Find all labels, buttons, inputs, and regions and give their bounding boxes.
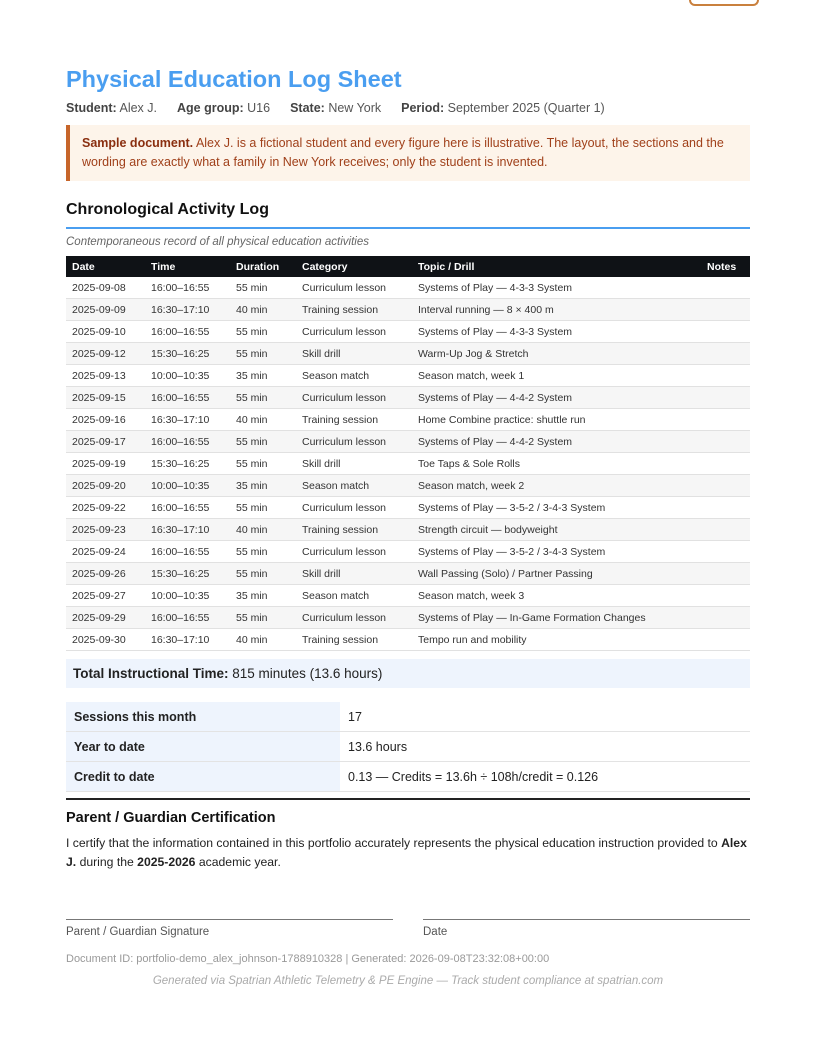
notice-bold: Sample document. xyxy=(82,136,194,150)
cell-category: Curriculum lesson xyxy=(296,607,412,629)
cell-topic: Wall Passing (Solo) / Partner Passing xyxy=(412,563,701,585)
certification-text xyxy=(66,834,756,872)
document-id: Document ID: portfolio-demo_alex_johnson-1788910328 | Generated: 2026-09-08T23:32:08+00:00 xyxy=(66,953,550,965)
cell-notes xyxy=(701,387,750,409)
cell-duration: 55 min xyxy=(230,607,296,629)
table-row xyxy=(66,321,750,343)
table-row xyxy=(66,387,750,409)
cell-topic: Home Combine practice: shuttle run xyxy=(412,409,701,431)
summary-row xyxy=(66,762,750,792)
cert-text-after: academic year. xyxy=(198,855,281,869)
cell-notes xyxy=(701,519,750,541)
table-row xyxy=(66,497,750,519)
meta-state xyxy=(290,101,381,115)
cert-academic-year: 2025-2026 xyxy=(137,855,196,869)
meta-period-label: Period: xyxy=(401,101,445,115)
cell-duration: 55 min xyxy=(230,497,296,519)
cell-category: Training session xyxy=(296,409,412,431)
cell-duration: 40 min xyxy=(230,629,296,651)
table-row xyxy=(66,365,750,387)
cell-category: Skill drill xyxy=(296,343,412,365)
cell-time: 16:30–17:10 xyxy=(145,519,230,541)
cell-notes xyxy=(701,475,750,497)
table-row xyxy=(66,299,750,321)
signature-line xyxy=(66,919,393,920)
meta-period xyxy=(401,101,605,115)
cell-date: 2025-09-15 xyxy=(66,387,145,409)
column-header-date: Date xyxy=(66,256,145,277)
cell-notes xyxy=(701,343,750,365)
cell-notes xyxy=(701,431,750,453)
meta-student xyxy=(66,101,157,115)
cell-duration: 40 min xyxy=(230,519,296,541)
cell-time: 16:00–16:55 xyxy=(145,497,230,519)
cell-date: 2025-09-09 xyxy=(66,299,145,321)
cell-time: 16:00–16:55 xyxy=(145,541,230,563)
meta-period-value: September 2025 (Quarter 1) xyxy=(447,101,605,115)
column-header-time: Time xyxy=(145,256,230,277)
cell-time: 16:30–17:10 xyxy=(145,409,230,431)
cell-date: 2025-09-29 xyxy=(66,607,145,629)
cell-date: 2025-09-17 xyxy=(66,431,145,453)
cell-time: 15:30–16:25 xyxy=(145,563,230,585)
corner-tab xyxy=(689,0,759,6)
cell-topic: Systems of Play — 4-4-2 System xyxy=(412,387,701,409)
cell-topic: Systems of Play — 4-3-3 System xyxy=(412,277,701,299)
cell-topic: Tempo run and mobility xyxy=(412,629,701,651)
cell-duration: 55 min xyxy=(230,431,296,453)
cell-date: 2025-09-24 xyxy=(66,541,145,563)
table-row xyxy=(66,585,750,607)
cell-notes xyxy=(701,541,750,563)
log-heading: Chronological Activity Log xyxy=(66,201,269,218)
cell-date: 2025-09-20 xyxy=(66,475,145,497)
meta-student-value: Alex J. xyxy=(119,101,157,115)
cell-category: Curriculum lesson xyxy=(296,321,412,343)
cell-time: 16:30–17:10 xyxy=(145,629,230,651)
cell-date: 2025-09-19 xyxy=(66,453,145,475)
cell-time: 15:30–16:25 xyxy=(145,453,230,475)
cell-date: 2025-09-22 xyxy=(66,497,145,519)
cell-category: Curriculum lesson xyxy=(296,497,412,519)
column-header-topic: Topic / Drill xyxy=(412,256,701,277)
cert-student-name: Alex J. xyxy=(66,836,747,869)
cell-duration: 35 min xyxy=(230,585,296,607)
cell-time: 16:30–17:10 xyxy=(145,299,230,321)
cell-category: Training session xyxy=(296,519,412,541)
cell-category: Season match xyxy=(296,475,412,497)
date-label: Date xyxy=(423,926,448,938)
cell-topic: Systems of Play — 4-4-2 System xyxy=(412,431,701,453)
activity-log-body xyxy=(66,277,750,651)
meta-age-group xyxy=(177,101,270,115)
log-caption: Contemporaneous record of all physical education activities xyxy=(66,236,369,248)
total-label: Total Instructional Time: xyxy=(73,666,229,681)
meta-state-label: State: xyxy=(290,101,325,115)
cell-notes xyxy=(701,629,750,651)
cell-topic: Season match, week 2 xyxy=(412,475,701,497)
cell-date: 2025-09-30 xyxy=(66,629,145,651)
cell-topic: Season match, week 1 xyxy=(412,365,701,387)
cell-duration: 40 min xyxy=(230,409,296,431)
student-meta xyxy=(66,101,605,115)
cell-category: Curriculum lesson xyxy=(296,277,412,299)
cell-time: 16:00–16:55 xyxy=(145,277,230,299)
cell-notes xyxy=(701,453,750,475)
cell-duration: 55 min xyxy=(230,321,296,343)
column-header-category: Category xyxy=(296,256,412,277)
meta-state-value: New York xyxy=(328,101,382,115)
table-header-row xyxy=(66,256,750,277)
cell-date: 2025-09-26 xyxy=(66,563,145,585)
summary-value: 0.13 — Credits = 13.6h ÷ 108h/credit = 0.126 xyxy=(340,762,750,792)
cell-duration: 35 min xyxy=(230,365,296,387)
cell-date: 2025-09-08 xyxy=(66,277,145,299)
activity-log-table xyxy=(66,256,750,651)
meta-age-group-label: Age group: xyxy=(177,101,244,115)
cell-notes xyxy=(701,497,750,519)
cell-duration: 55 min xyxy=(230,343,296,365)
cell-notes xyxy=(701,563,750,585)
cell-duration: 35 min xyxy=(230,475,296,497)
table-row xyxy=(66,475,750,497)
table-row xyxy=(66,343,750,365)
cell-duration: 55 min xyxy=(230,387,296,409)
cell-time: 16:00–16:55 xyxy=(145,431,230,453)
cell-category: Training session xyxy=(296,299,412,321)
cell-duration: 55 min xyxy=(230,563,296,585)
cell-topic: Warm-Up Jog & Stretch xyxy=(412,343,701,365)
summary-label: Sessions this month xyxy=(66,702,340,732)
generator-footer: Generated via Spatrian Athletic Telemetry & PE Engine — Track student compliance at spatrian.com xyxy=(152,975,664,987)
table-row xyxy=(66,277,750,299)
cell-notes xyxy=(701,585,750,607)
cell-time: 16:00–16:55 xyxy=(145,387,230,409)
cell-topic: Systems of Play — 3-5-2 / 3-4-3 System xyxy=(412,541,701,563)
signature-label: Parent / Guardian Signature xyxy=(66,926,210,938)
cell-topic: Interval running — 8 × 400 m xyxy=(412,299,701,321)
cell-date: 2025-09-16 xyxy=(66,409,145,431)
column-header-notes: Notes xyxy=(701,256,750,277)
total-instructional-time xyxy=(66,659,750,688)
cell-category: Curriculum lesson xyxy=(296,431,412,453)
cell-date: 2025-09-12 xyxy=(66,343,145,365)
summary-label: Credit to date xyxy=(66,762,340,792)
summary-row xyxy=(66,732,750,762)
table-row xyxy=(66,431,750,453)
cell-time: 15:30–16:25 xyxy=(145,343,230,365)
sample-notice xyxy=(66,125,750,181)
cell-category: Skill drill xyxy=(296,563,412,585)
table-row xyxy=(66,453,750,475)
meta-age-group-value: U16 xyxy=(247,101,271,115)
summary-value: 13.6 hours xyxy=(340,732,750,762)
page-title: Physical Education Log Sheet xyxy=(66,66,402,92)
cell-topic: Systems of Play — 3-5-2 / 3-4-3 System xyxy=(412,497,701,519)
cell-duration: 40 min xyxy=(230,299,296,321)
cell-notes xyxy=(701,299,750,321)
table-row xyxy=(66,629,750,651)
cert-text-before: I certify that the information contained in this portfolio accurately represents the physical education instruction provided to xyxy=(66,836,718,850)
total-value: 815 minutes (13.6 hours) xyxy=(232,666,383,681)
cell-date: 2025-09-27 xyxy=(66,585,145,607)
cell-notes xyxy=(701,365,750,387)
summary-row xyxy=(66,702,750,732)
cell-time: 10:00–10:35 xyxy=(145,585,230,607)
cell-category: Skill drill xyxy=(296,453,412,475)
cell-topic: Strength circuit — bodyweight xyxy=(412,519,701,541)
table-row xyxy=(66,563,750,585)
certification-heading: Parent / Guardian Certification xyxy=(66,810,276,826)
cell-category: Season match xyxy=(296,365,412,387)
section-divider xyxy=(66,227,750,229)
date-line xyxy=(423,919,750,920)
cell-topic: Systems of Play — 4-3-3 System xyxy=(412,321,701,343)
summary-label: Year to date xyxy=(66,732,340,762)
cell-category: Season match xyxy=(296,585,412,607)
cell-duration: 55 min xyxy=(230,541,296,563)
summary-table xyxy=(66,702,750,792)
cell-topic: Toe Taps & Sole Rolls xyxy=(412,453,701,475)
table-row xyxy=(66,409,750,431)
cell-time: 16:00–16:55 xyxy=(145,607,230,629)
cell-time: 10:00–10:35 xyxy=(145,365,230,387)
cell-duration: 55 min xyxy=(230,277,296,299)
cell-category: Curriculum lesson xyxy=(296,541,412,563)
cell-topic: Systems of Play — In-Game Formation Changes xyxy=(412,607,701,629)
notice-text: Alex J. is a fictional student and every figure here is illustrative. The layout, the sections and the wording are exactly what a family in New York receives; only the student is invented. xyxy=(82,136,724,169)
cell-date: 2025-09-13 xyxy=(66,365,145,387)
cell-notes xyxy=(701,321,750,343)
cell-date: 2025-09-23 xyxy=(66,519,145,541)
cell-notes xyxy=(701,409,750,431)
cell-date: 2025-09-10 xyxy=(66,321,145,343)
cell-topic: Season match, week 3 xyxy=(412,585,701,607)
cert-text-middle: during the xyxy=(79,855,134,869)
cell-time: 16:00–16:55 xyxy=(145,321,230,343)
cell-notes xyxy=(701,277,750,299)
cell-category: Training session xyxy=(296,629,412,651)
cell-category: Curriculum lesson xyxy=(296,387,412,409)
table-row xyxy=(66,541,750,563)
table-row xyxy=(66,519,750,541)
cell-time: 10:00–10:35 xyxy=(145,475,230,497)
cell-notes xyxy=(701,607,750,629)
meta-student-label: Student: xyxy=(66,101,117,115)
cell-duration: 55 min xyxy=(230,453,296,475)
summary-value: 17 xyxy=(340,702,750,732)
table-row xyxy=(66,607,750,629)
column-header-duration: Duration xyxy=(230,256,296,277)
certification-divider xyxy=(66,798,750,800)
